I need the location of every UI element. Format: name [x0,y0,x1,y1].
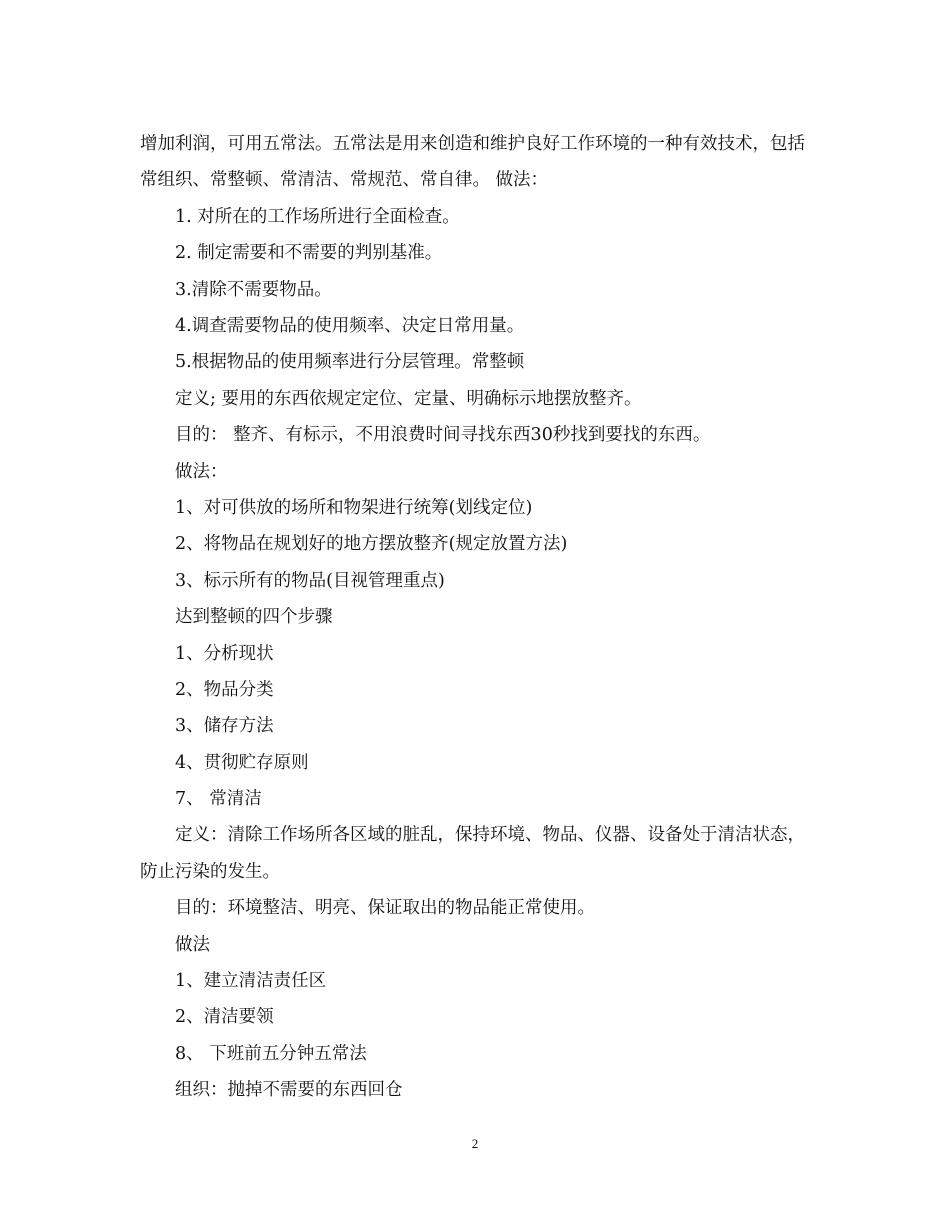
method-heading-qingjie: 做法 [175,934,210,955]
list-item-4: 4.调查需要物品的使用频率、决定日常用量。 [175,315,525,336]
definition-qingjie [140,817,820,890]
section-heading-qingjie: 7、 常清洁 [175,789,262,810]
organize-item: 组织：抛掉不需要的东西回仓 [175,1080,403,1101]
qingjie-item-1: 1、建立清洁责任区 [175,971,327,992]
paragraph-intro: 增加利润，可用五常法。五常法是用来创造和维护良好工作环境的一种有效技术，包括常组织、常整顿、常清洁、常规范、常自律。 做法： [140,134,805,191]
definition-zhengdun: 定义; 要用的东西依规定定位、定量、明确标示地摆放整齐。 [175,388,642,409]
method-item-3: 3、标示所有的物品(目视管理重点) [175,570,445,591]
section-heading-five-minutes: 8、 下班前五分钟五常法 [175,1043,367,1064]
step-item-3: 3、储存方法 [175,716,274,737]
document-body [140,126,820,1109]
definition-qingjie-text: 定义：清除工作场所各区域的脏乱，保持环境、物品、仪器、设备处于清洁状态，防止污染的发生。 [140,825,805,882]
purpose-qingjie: 目的：环境整洁、明亮、保证取出的物品能正常使用。 [175,898,595,919]
steps-heading: 达到整顿的四个步骤 [175,607,333,628]
method-item-2: 2、将物品在规划好的地方摆放整齐(规定放置方法) [175,534,568,555]
step-item-4: 4、贯彻贮存原则 [175,752,309,773]
page-number: 2 [471,1136,479,1151]
list-item-3: 3.清除不需要物品。 [175,279,332,300]
purpose-zhengdun: 目的： 整齐、有标示，不用浪费时间寻找东西30秒找到要找的东西。 [175,425,711,446]
step-item-2: 2、物品分类 [175,679,274,700]
step-item-1: 1、分析现状 [175,643,274,664]
method-heading: 做法： [175,461,228,482]
method-item-1: 1、对可供放的场所和物架进行统筹(划线定位) [175,497,533,518]
qingjie-item-2: 2、清洁要领 [175,1007,274,1028]
list-item-1: 1. 对所在的工作场所进行全面检查。 [175,206,460,227]
list-item-2: 2. 制定需要和不需要的判别基准。 [175,243,443,264]
list-item-5: 5.根据物品的使用频率进行分层管理。常整顿 [175,352,525,373]
